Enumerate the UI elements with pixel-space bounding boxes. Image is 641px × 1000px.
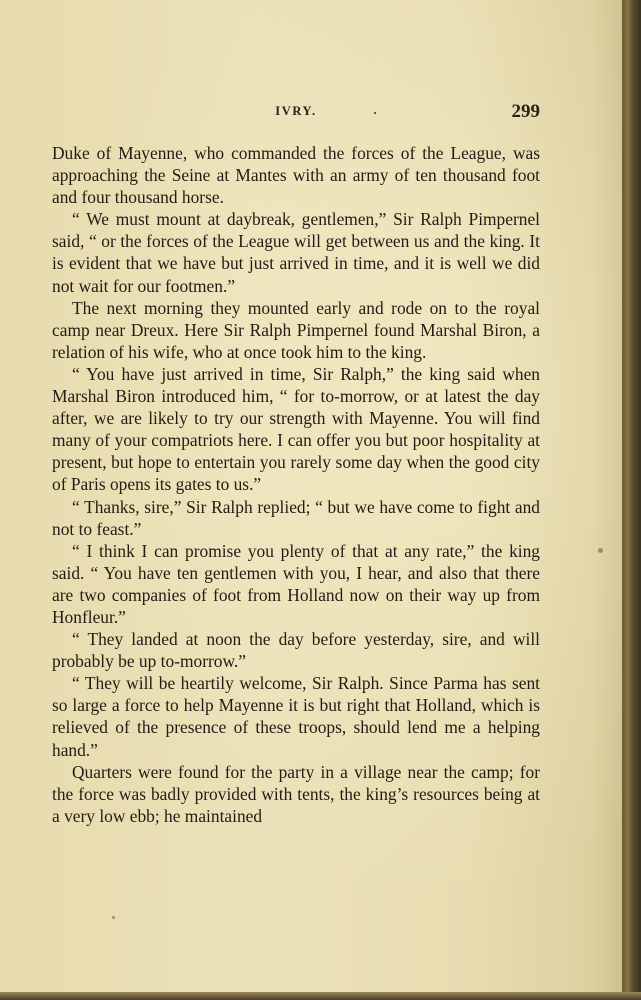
- paragraph: “ They landed at noon the day before yesterday, sire, and will probably be up to-morrow.”: [52, 629, 540, 672]
- paragraph: “ They will be heartily welcome, Sir Ralph. Since Parma has sent so large a force to help Mayenne it is but right that Holland, which is relieved of the presence of these troops, should lend me a helping hand.”: [52, 673, 540, 760]
- paper-speck: [112, 916, 115, 919]
- paragraph: The next morning they mounted early and rode on to the royal camp near Dreux. Here Sir Ralph Pimpernel found Marshal Biron, a relation of his wife, who at once took him to the king.: [52, 297, 540, 362]
- paragraph: “ You have just arrived in time, Sir Ralph,” the king said when Marshal Biron introduced him, “ for to-morrow, or at latest the day after, we are likely to try our strength with Mayenne. You will find many of your compatriots here. I can offer you but poor hospitality at present, but hope to entertain you rarely some day when the good city of Paris opens its gates to us.”: [52, 363, 540, 495]
- paper-speck: [598, 548, 603, 553]
- book-edge: [622, 0, 641, 1000]
- page-bottom-edge: [0, 992, 641, 1000]
- paragraph: “ We must mount at daybreak, gentlemen,” Sir Ralph Pimpernel said, “ or the forces of the League will get between us and the king. It is evident that we have but just arrived in time, and it is well we did not wait for our footmen.”: [52, 209, 540, 296]
- paragraph: Quarters were found for the party in a village near the camp; for the force was badly provided with tents, the king’s resources being at a very low ebb; he maintained: [52, 761, 540, 826]
- running-head: IVRY.: [275, 104, 317, 118]
- page-number: 299: [511, 101, 540, 122]
- paragraph: Duke of Mayenne, who commanded the forces of the League, was approaching the Seine at Mantes with an army of ten thousand foot and four thousand horse.: [52, 143, 540, 208]
- paragraph: “ I think I can promise you plenty of that at any rate,” the king said. “ You have ten gentlemen with you, I hear, and also that there are two companies of foot from Holland now on their way up from Honfleur.”: [52, 540, 540, 627]
- page-body: [52, 142, 540, 827]
- paragraph: “ Thanks, sire,” Sir Ralph replied; “ but we have come to fight and not to feast.”: [52, 496, 540, 539]
- page-header: [52, 101, 540, 126]
- header-dot: [374, 112, 376, 114]
